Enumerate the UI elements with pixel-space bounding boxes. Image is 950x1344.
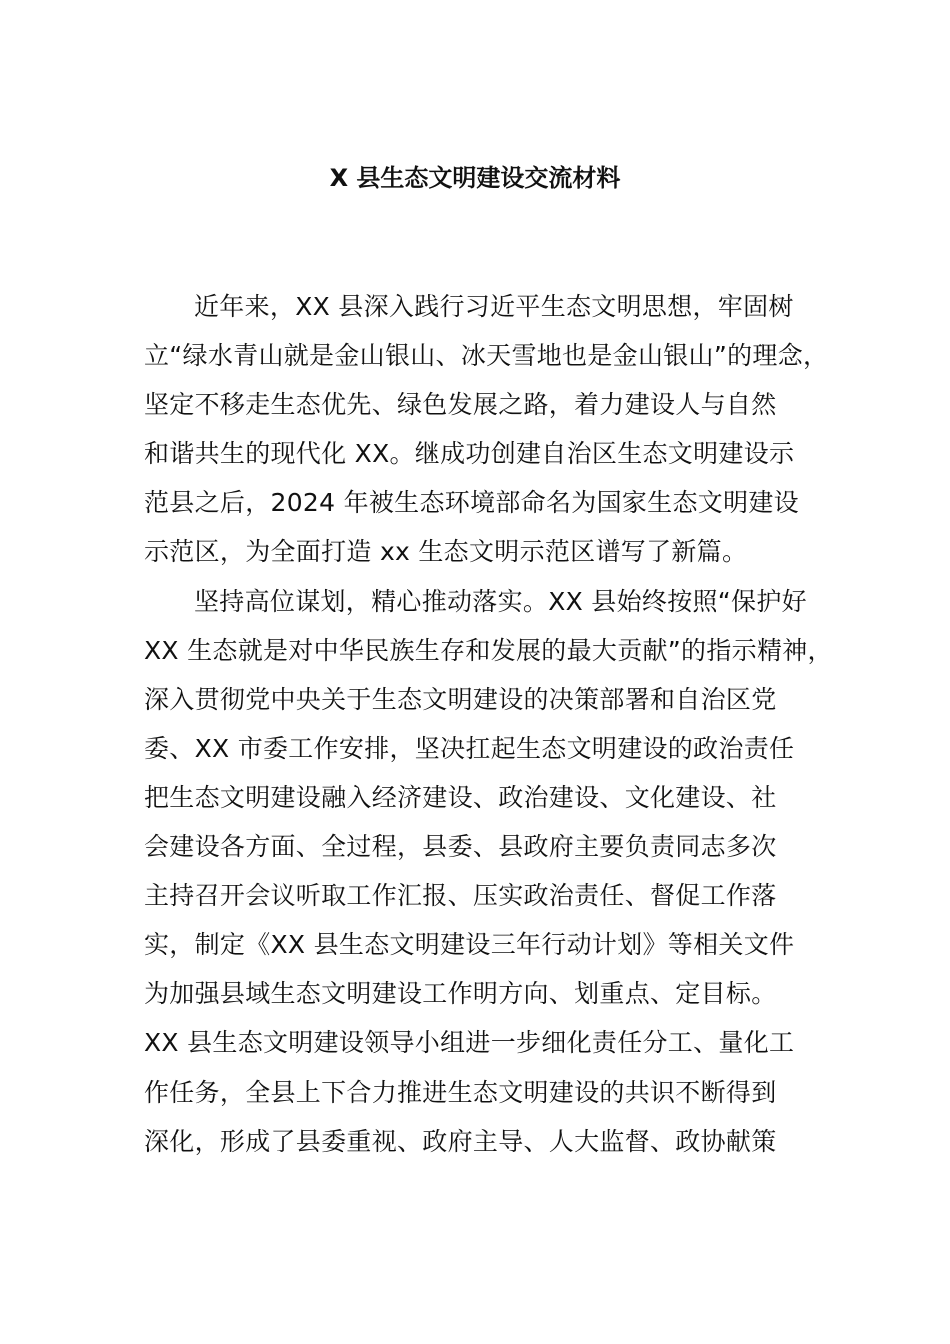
paragraph-1-line-4: 和谐共生的现代化 XX。继成功创建自治区生态文明建设示 [144, 439, 795, 469]
paragraph-2-line-8: 实，制定《XX 县生态文明建设三年行动计划》等相关文件 [144, 930, 795, 960]
paragraph-2-line-6: 会建设各方面、全过程，县委、县政府主要负责同志多次 [144, 832, 777, 862]
paragraph-2-line-2: XX 生态就是对中华民族生存和发展的最大贡献”的指示精神， [144, 635, 833, 665]
paragraph-1-line-3: 坚定不移走生态优先、绿色发展之路，着力建设人与自然 [144, 390, 777, 420]
paragraph-1-line-5: 范县之后，2024 年被生态环境部命名为国家生态文明建设 [144, 488, 799, 518]
paragraph-2-line-1: 坚持高位谋划，精心推动落实。XX 县始终按照“保护好 [194, 586, 807, 616]
paragraph-1-line-2: 立“绿水青山就是金山银山、冰天雪地也是金山银山”的理念， [144, 341, 829, 371]
paragraph-2-line-3: 深入贯彻党中央关于生态文明建设的决策部署和自治区党 [144, 684, 777, 714]
paragraph-2-line-12: 深化，形成了县委重视、政府主导、人大监督、政协献策 [144, 1126, 777, 1156]
paragraph-2-line-7: 主持召开会议听取工作汇报、压实政治责任、督促工作落 [144, 881, 777, 911]
paragraph-2-line-10: XX 县生态文明建设领导小组进一步细化责任分工、量化工 [144, 1028, 795, 1058]
paragraph-2-line-5: 把生态文明建设融入经济建设、政治建设、文化建设、社 [144, 782, 777, 812]
paragraph-2-line-9: 为加强县域生态文明建设工作明方向、划重点、定目标。 [144, 979, 777, 1009]
document-body [144, 282, 844, 1166]
paragraph-2-line-11: 作任务，全县上下合力推进生态文明建设的共识不断得到 [144, 1077, 777, 1107]
document-title: X 县生态文明建设交流材料 [329, 164, 621, 192]
paragraph-2-line-4: 委、XX 市委工作安排，坚决扛起生态文明建设的政治责任 [144, 733, 795, 763]
paragraph-1-line-6: 示范区，为全面打造 xx 生态文明示范区谱写了新篇。 [144, 537, 748, 567]
paragraph-1-line-1: 近年来，XX 县深入践行习近平生态文明思想，牢固树 [194, 292, 794, 321]
